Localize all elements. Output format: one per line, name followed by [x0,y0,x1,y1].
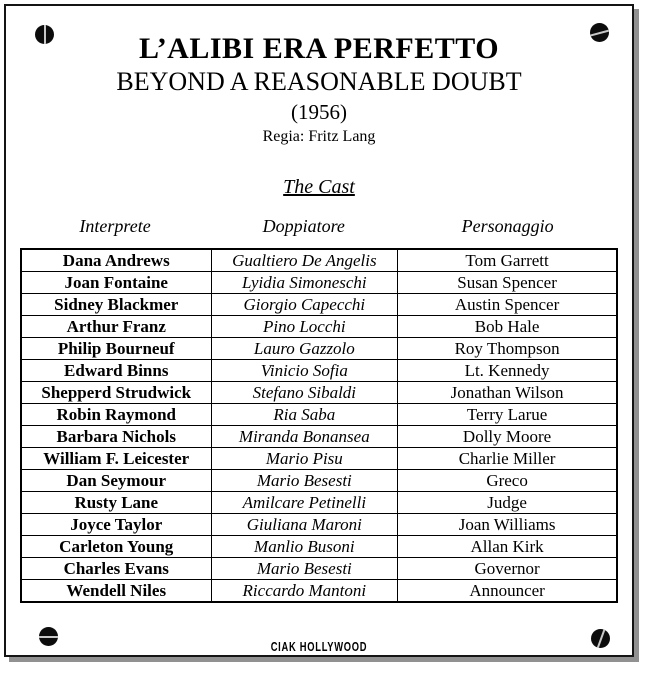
actor-cell: Philip Bourneuf [21,338,211,360]
cast-section-title: The Cast [283,176,355,198]
column-header-interprete: Interprete [79,216,151,236]
cast-card [4,4,634,657]
movie-title-italian: L’ALIBI ERA PERFETTO [138,32,500,65]
actor-cell: Charles Evans [21,558,211,580]
character-cell: Governor [398,558,617,580]
character-cell: Announcer [398,580,617,603]
table-row [21,448,617,470]
character-cell: Lt. Kennedy [398,360,617,382]
dubber-cell: Giuliana Maroni [211,514,398,536]
character-cell: Jonathan Wilson [398,382,617,404]
table-row [21,382,617,404]
dubber-cell: Ria Saba [211,404,398,426]
actor-cell: Dan Seymour [21,470,211,492]
dubber-cell: Manlio Busoni [211,536,398,558]
screw-slot [39,636,58,638]
table-column-headers [20,214,618,238]
screw-bottom-right-icon [591,629,610,648]
actor-cell: Rusty Lane [21,492,211,514]
table-row [21,470,617,492]
character-cell: Terry Larue [398,404,617,426]
dubber-cell: Miranda Bonansea [211,426,398,448]
actor-cell: Joyce Taylor [21,514,211,536]
dubber-cell: Mario Besesti [211,558,398,580]
table-row [21,249,617,272]
character-cell: Charlie Miller [398,448,617,470]
actor-cell: Shepperd Strudwick [21,382,211,404]
character-cell: Greco [398,470,617,492]
table-row [21,580,617,603]
screw-slot [44,25,46,44]
table-row [21,360,617,382]
character-cell: Judge [398,492,617,514]
actor-cell: Wendell Niles [21,580,211,603]
table-row [21,294,617,316]
dubber-cell: Stefano Sibaldi [211,382,398,404]
screw-slot [590,29,609,36]
actor-cell: Sidney Blackmer [21,294,211,316]
table-row [21,338,617,360]
actor-cell: Joan Fontaine [21,272,211,294]
actor-cell: William F. Leicester [21,448,211,470]
footer-logo: CIAK HOLLYWOOD [270,639,368,654]
character-cell: Allan Kirk [398,536,617,558]
character-cell: Dolly Moore [398,426,617,448]
release-year: (1956) [291,100,347,124]
actor-cell: Arthur Franz [21,316,211,338]
column-header-personaggio: Personaggio [461,216,554,236]
cast-table-body [21,249,617,602]
actor-cell: Edward Binns [21,360,211,382]
column-header-doppiatore: Doppiatore [262,216,345,236]
dubber-cell: Amilcare Petinelli [211,492,398,514]
character-cell: Joan Williams [398,514,617,536]
table-row [21,316,617,338]
table-row [21,272,617,294]
dubber-cell: Mario Pisu [211,448,398,470]
dubber-cell: Gualtiero De Angelis [211,249,398,272]
actor-cell: Robin Raymond [21,404,211,426]
movie-title-original: BEYOND A REASONABLE DOUBT [116,67,522,96]
table-row [21,404,617,426]
dubber-cell: Lauro Gazzolo [211,338,398,360]
table-row [21,514,617,536]
character-cell: Bob Hale [398,316,617,338]
header-block [6,6,632,148]
screw-slot [596,629,605,648]
actor-cell: Carleton Young [21,536,211,558]
dubber-cell: Lyidia Simoneschi [211,272,398,294]
director-credit: Regia: Fritz Lang [262,128,376,145]
cast-table [20,248,618,603]
table-row [21,426,617,448]
screw-top-right-icon [590,23,609,42]
dubber-cell: Giorgio Capecchi [211,294,398,316]
actor-cell: Barbara Nichols [21,426,211,448]
table-row [21,492,617,514]
dubber-cell: Riccardo Mantoni [211,580,398,603]
character-cell: Austin Spencer [398,294,617,316]
dubber-cell: Pino Locchi [211,316,398,338]
character-cell: Roy Thompson [398,338,617,360]
actor-cell: Dana Andrews [21,249,211,272]
character-cell: Tom Garrett [398,249,617,272]
dubber-cell: Vinicio Sofia [211,360,398,382]
screw-bottom-left-icon [39,627,58,646]
table-row [21,536,617,558]
character-cell: Susan Spencer [398,272,617,294]
dubber-cell: Mario Besesti [211,470,398,492]
table-row [21,558,617,580]
screw-top-left-icon [35,25,54,44]
